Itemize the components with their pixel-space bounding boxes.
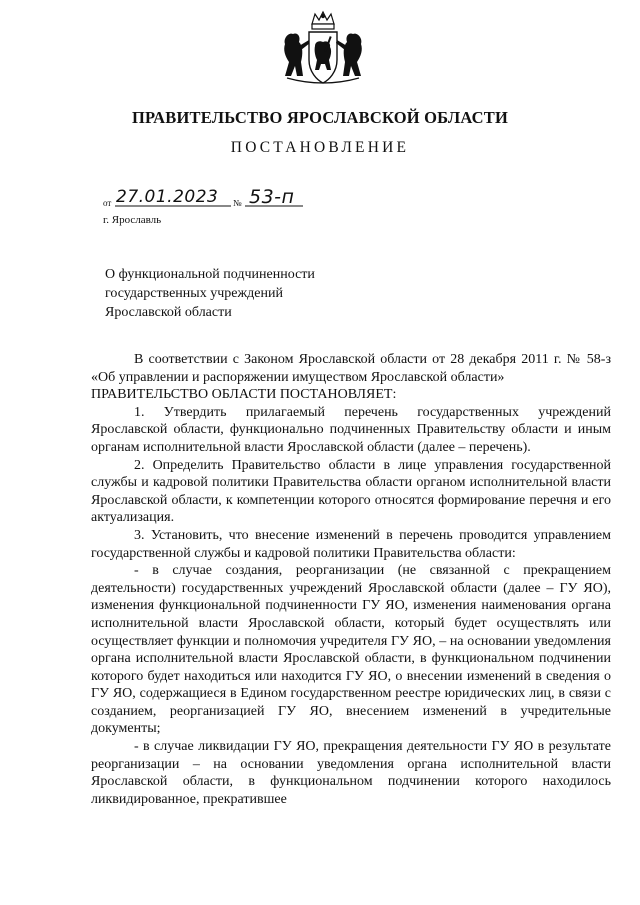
document-subject (105, 265, 315, 322)
body-paragraph: В соответствии с Законом Ярославской области от 28 декабря 2011 г. № 58-з «Об управлении и распоряжении имуществом Ярославской области» (91, 352, 611, 385)
body-paragraph: - в случае создания, реорганизации (не связанной с прекращением деятельности) государственных учреждений Ярославской области (далее – ГУ ЯО), изменения функциональной подчиненности ГУ ЯО, изменения наименования органа исполнительной власти Ярославской области, который будет осуществлять или осуществляет функции и полномочия учредителя ГУ ЯО, – на основании уведомления органа исполнительной власти Ярославской области, в функциональном подчинении которого будет находиться или находится ГУ ЯО, о внесении изменений в сведения о ГУ ЯО, содержащиеся в Едином государственном реестре юридических лиц, в связи с созданием, реорганизацией ГУ ЯО, внесением изменений в учредительные документы; (91, 563, 611, 737)
body-paragraph: - в случае ликвидации ГУ ЯО, прекращения деятельности ГУ ЯО в результате реорганизации – на основании уведомления органа исполнительной власти Ярославской области, в функциональном подчинении которого находилось ликвидированное, прекратившее (91, 739, 611, 807)
subject-line: О функциональной подчиненности (105, 267, 315, 282)
body-paragraph: 3. Установить, что внесение изменений в перечень проводится управлением государственной службы и кадровой политики Правительства области: (91, 527, 611, 561)
organization-title: ПРАВИТЕЛЬСТВО ЯРОСЛАВСКОЙ ОБЛАСТИ (131, 108, 509, 127)
date-prefix: от (103, 198, 112, 208)
resolution-heading: ПРАВИТЕЛЬСТВО ОБЛАСТИ ПОСТАНОВЛЯЕТ: (91, 387, 397, 403)
subject-line: государственных учреждений (105, 286, 283, 301)
subject-line: Ярославской области (105, 305, 232, 320)
number-prefix: № (233, 198, 242, 208)
handwritten-number: 53-п (249, 186, 295, 208)
body-paragraph: 2. Определить Правительство области в лице управления государственной службы и кадровой политики Правительства области органом исполнительной власти Ярославской области, к компетенции которого относятся формирование перечня и его актуализация. (91, 457, 611, 526)
document-type: ПОСТАНОВЛЕНИЕ (230, 139, 410, 156)
handwritten-date: 27.01.2023 (116, 187, 219, 207)
date-number-line (103, 186, 363, 213)
document-body (91, 351, 611, 808)
body-paragraph: 1. Утвердить прилагаемый перечень государственных учреждений Ярославской области, функционально подчиненных Правительству области и иным органам исполнительной власти Ярославской области (далее – перечень). (91, 404, 611, 455)
coat-of-arms-icon (279, 10, 367, 90)
city: г. Ярославль (103, 214, 162, 226)
